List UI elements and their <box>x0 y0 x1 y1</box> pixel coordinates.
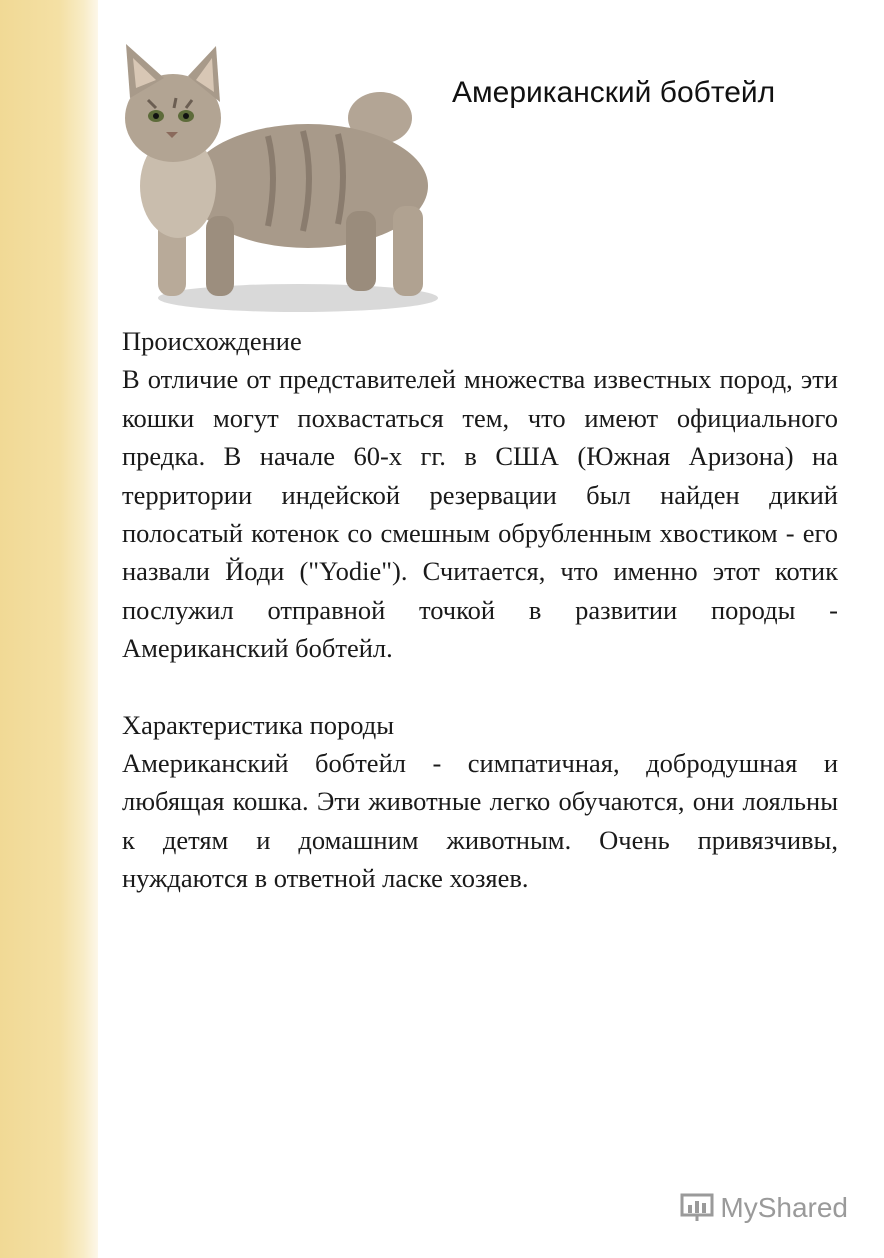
section-heading-origin: Происхождение <box>122 326 302 356</box>
cat-photo <box>118 36 448 316</box>
article-body <box>122 322 838 898</box>
watermark-text: MyShared <box>720 1192 848 1223</box>
presentation-icon <box>680 1193 714 1223</box>
watermark <box>680 1192 848 1224</box>
section-text-origin: В отличие от представителей множества известных пород, эти кошки могут похвастаться тем, что имеют официального предка. В начале 60-х гг. в США (Южная Аризона) на территории индейской резервации был найден дикий полосатый котенок со смешным обрубленным хвостиком - его назвали Йоди ("Yodie"). Считается, что именно этот котик послужил отправной точкой в развитии породы - Американский бобтейл. <box>122 364 838 664</box>
section-heading-characteristics: Характеристика породы <box>122 709 395 740</box>
page-title: Американский бобтейл <box>452 76 776 109</box>
section-text-characteristics: Американский бобтейл - симпатичная, добродушная и любящая кошка. Эти животные легко обучаются, они лояльны к детям и домашним животным. Очень привязчивы, нуждаются в ответной ласке хозяев. <box>122 748 838 894</box>
decorative-side-band <box>0 0 98 1258</box>
